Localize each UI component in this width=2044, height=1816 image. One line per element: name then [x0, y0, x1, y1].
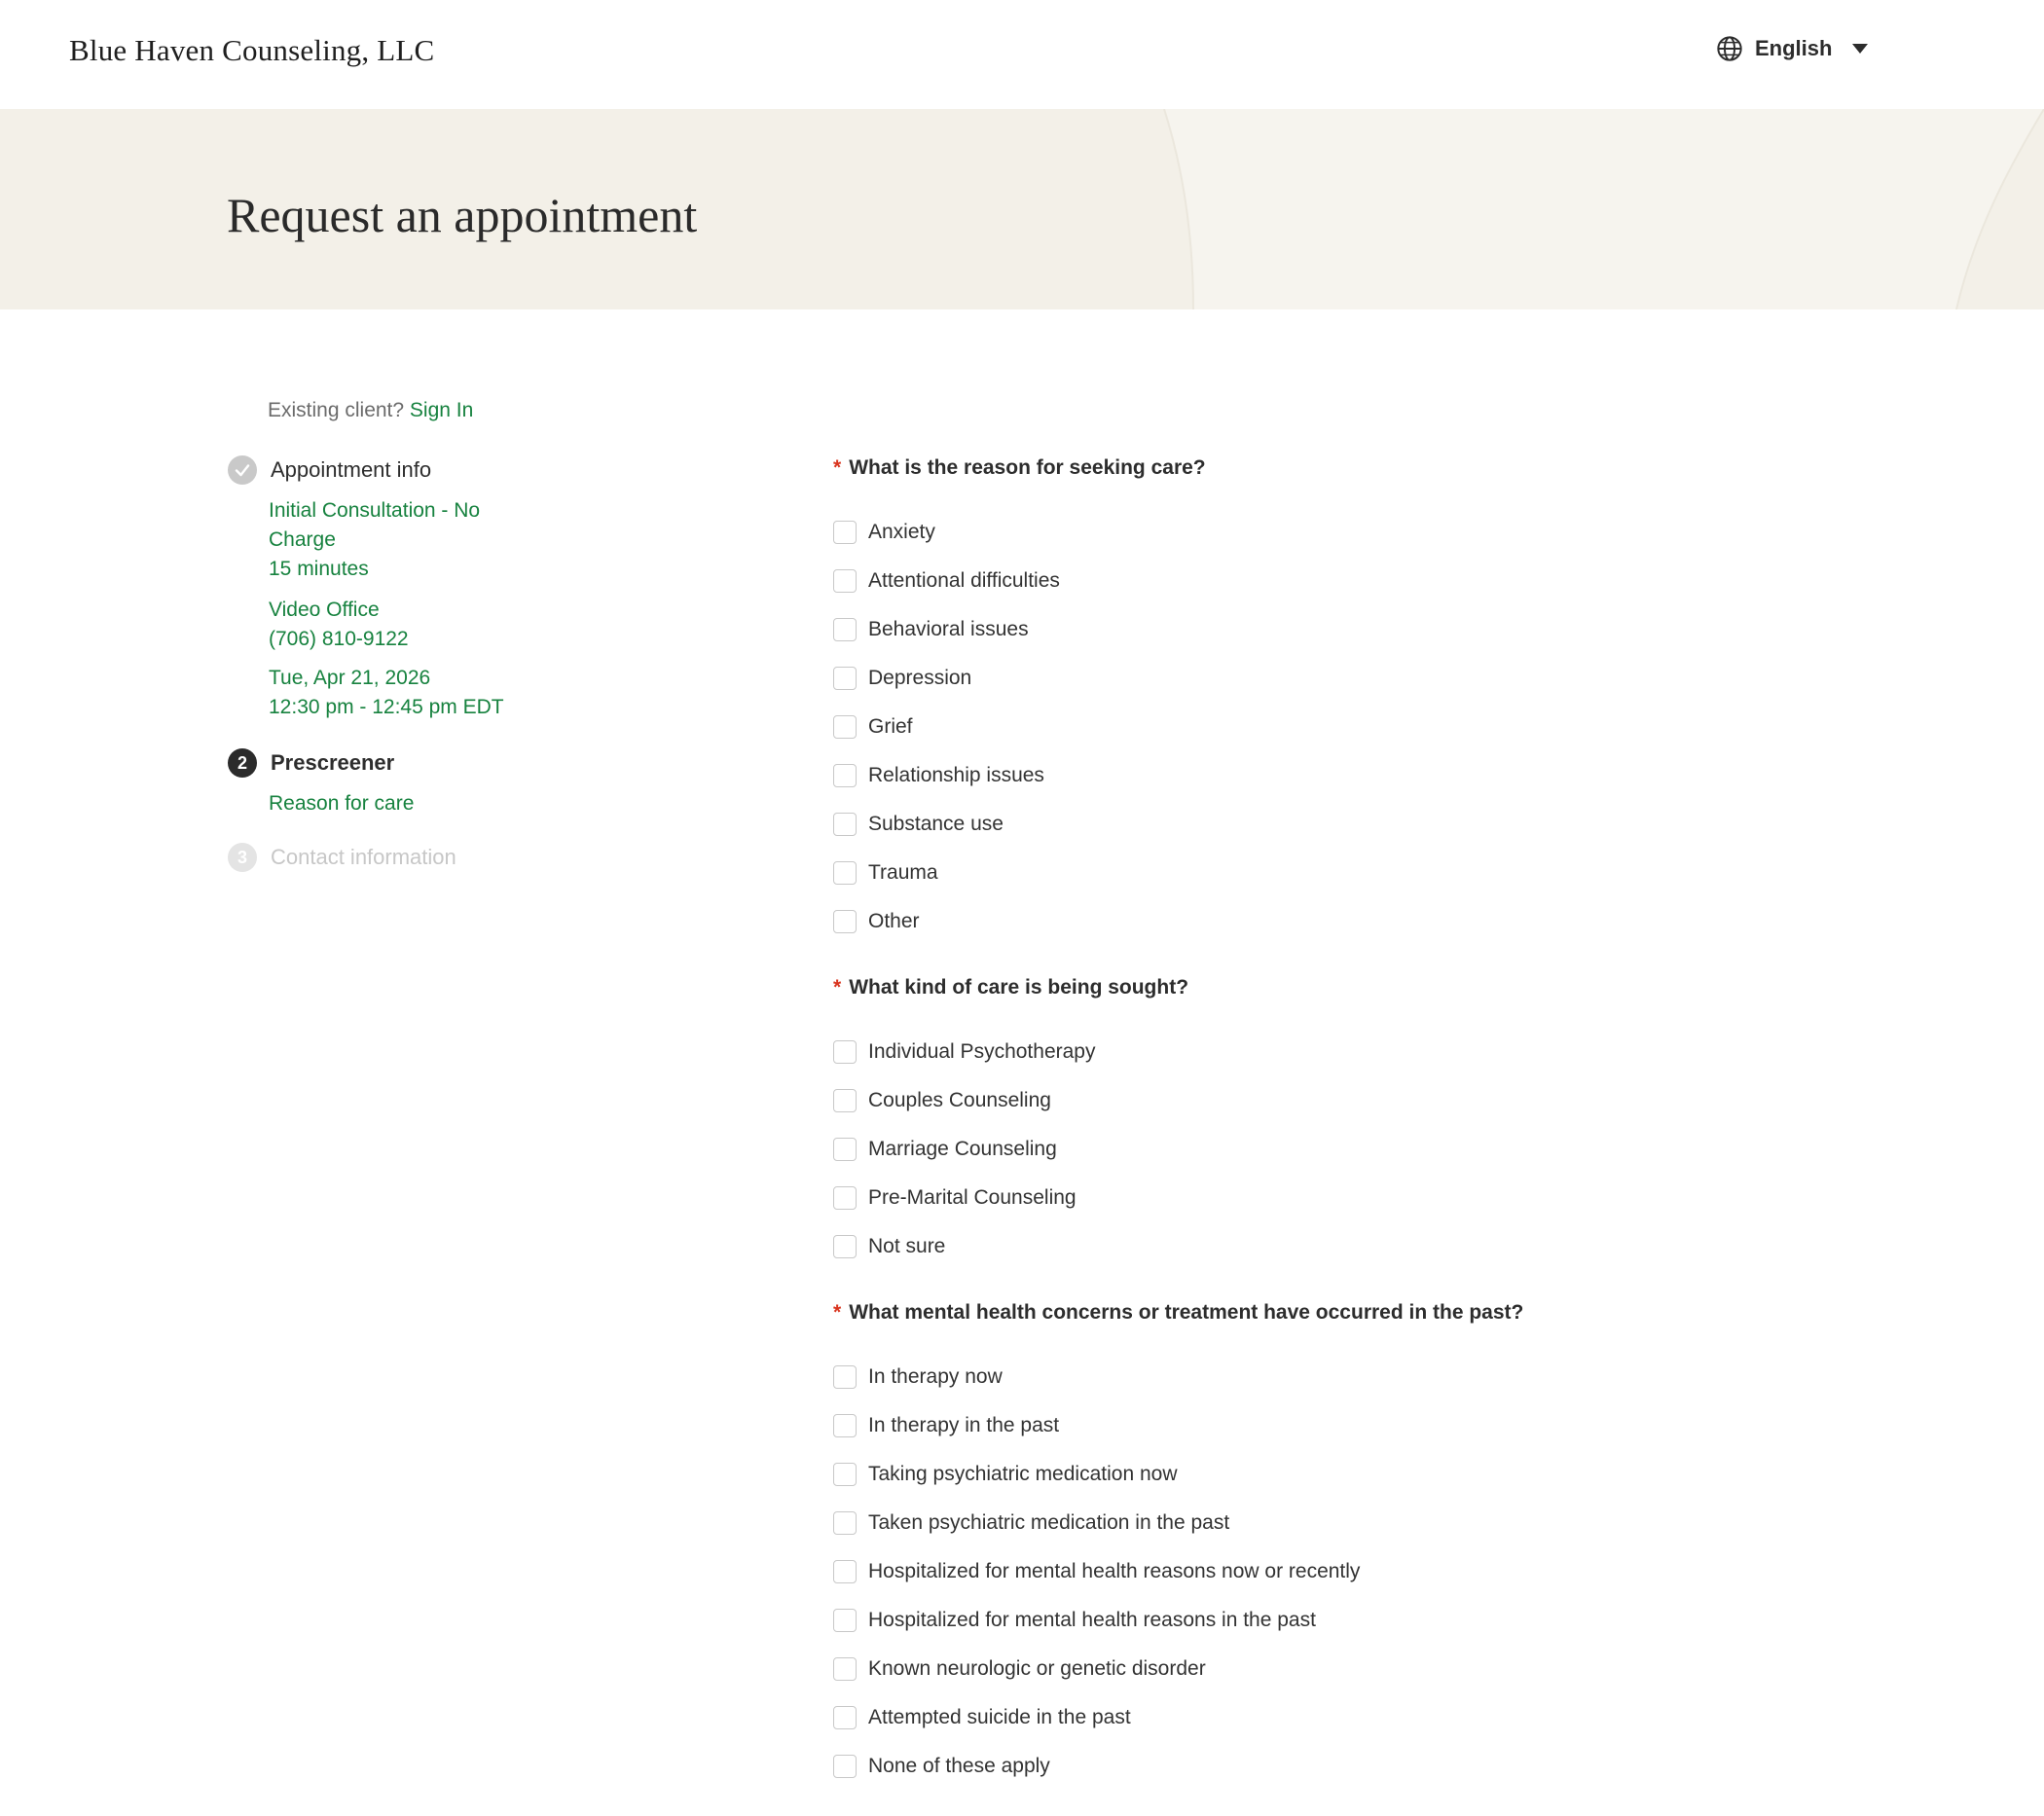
question-past-concerns [833, 1301, 1523, 1325]
option-label: Depression [868, 667, 972, 689]
option-label: Taking psychiatric medication now [868, 1463, 1178, 1485]
option-label: Marriage Counseling [868, 1138, 1057, 1160]
checkbox[interactable] [833, 1657, 857, 1681]
globe-icon [1716, 35, 1743, 62]
option-checkbox[interactable] [833, 1657, 1206, 1681]
step-number-3: 3 [228, 843, 257, 872]
option-checkbox[interactable] [833, 521, 935, 544]
checkbox[interactable] [833, 910, 857, 933]
option-checkbox[interactable] [833, 1560, 1360, 1583]
option-checkbox[interactable] [833, 1414, 1059, 1437]
brand-name[interactable]: Blue Haven Counseling, LLC [69, 33, 435, 67]
checkbox[interactable] [833, 667, 857, 690]
option-label: Attempted suicide in the past [868, 1706, 1131, 1728]
caret-down-icon [1851, 43, 1869, 54]
option-checkbox[interactable] [833, 1609, 1316, 1632]
option-checkbox[interactable] [833, 667, 971, 690]
option-label: In therapy in the past [868, 1414, 1060, 1436]
option-label: Individual Psychotherapy [868, 1040, 1096, 1063]
option-checkbox[interactable] [833, 1511, 1229, 1535]
option-checkbox[interactable] [833, 813, 1004, 836]
required-marker: * [833, 1301, 842, 1324]
option-checkbox[interactable] [833, 764, 1044, 787]
checkbox[interactable] [833, 715, 857, 739]
option-label: None of these apply [868, 1755, 1050, 1777]
appointment-location [269, 596, 409, 654]
appointment-datetime [269, 664, 504, 722]
option-label: Pre-Marital Counseling [868, 1186, 1077, 1209]
option-label: Hospitalized for mental health reasons now or recently [868, 1560, 1361, 1582]
option-checkbox[interactable] [833, 618, 1029, 641]
checkbox[interactable] [833, 1414, 857, 1437]
checkbox[interactable] [833, 1511, 857, 1535]
step-label: Contact information [271, 845, 456, 869]
location-name: Video Office [269, 599, 380, 621]
option-label: Couples Counseling [868, 1089, 1051, 1111]
option-label: Taken psychiatric medication in the past [868, 1511, 1230, 1534]
checkbox[interactable] [833, 1755, 857, 1778]
checkbox[interactable] [833, 1186, 857, 1210]
checkbox[interactable] [833, 764, 857, 787]
option-checkbox[interactable] [833, 1040, 1095, 1064]
checkbox[interactable] [833, 569, 857, 593]
required-marker: * [833, 976, 842, 999]
page-title: Request an appointment [227, 188, 698, 242]
question-label: What mental health concerns or treatment have occurred in the past? [849, 1301, 1524, 1324]
option-checkbox[interactable] [833, 1186, 1077, 1210]
option-checkbox[interactable] [833, 1235, 945, 1258]
appointment-type [269, 496, 480, 584]
top-bar [0, 0, 2044, 109]
checkbox[interactable] [833, 1706, 857, 1729]
option-checkbox[interactable] [833, 1755, 1050, 1778]
checkbox[interactable] [833, 521, 857, 544]
option-checkbox[interactable] [833, 1089, 1051, 1112]
appointment-duration: 15 minutes [269, 558, 369, 580]
option-label: Substance use [868, 813, 1004, 835]
step-label: Prescreener [271, 750, 395, 775]
step-appointment-info[interactable] [228, 455, 431, 485]
sign-in-link[interactable]: Sign In [409, 399, 474, 421]
option-label: Not sure [868, 1235, 946, 1257]
appointment-date: Tue, Apr 21, 2026 [269, 667, 431, 689]
existing-client-prompt [268, 399, 473, 422]
step-prescreener[interactable] [228, 748, 394, 778]
question-reason-for-care [833, 456, 1206, 480]
existing-client-text: Existing client? [268, 399, 405, 421]
checkbox[interactable] [833, 1560, 857, 1583]
question-label: What kind of care is being sought? [849, 976, 1189, 999]
option-checkbox[interactable] [833, 1138, 1057, 1161]
language-label: English [1755, 36, 1833, 60]
checkbox[interactable] [833, 1365, 857, 1389]
option-label: Known neurologic or genetic disorder [868, 1657, 1206, 1680]
option-checkbox[interactable] [833, 1706, 1131, 1729]
appointment-time: 12:30 pm - 12:45 pm EDT [269, 696, 504, 718]
language-selector[interactable] [1716, 35, 1869, 62]
option-label: Trauma [868, 861, 938, 884]
option-checkbox[interactable] [833, 569, 1060, 593]
checkbox[interactable] [833, 861, 857, 885]
option-checkbox[interactable] [833, 1463, 1177, 1486]
checkbox[interactable] [833, 1235, 857, 1258]
checkbox[interactable] [833, 1463, 857, 1486]
option-label: Grief [868, 715, 913, 738]
hero-banner [0, 109, 2044, 309]
question-label: What is the reason for seeking care? [849, 456, 1206, 479]
step-contact-information [228, 843, 456, 872]
appointment-type-line2: Charge [269, 528, 336, 551]
option-label: Anxiety [868, 521, 935, 543]
option-checkbox[interactable] [833, 715, 913, 739]
option-label: Other [868, 910, 920, 932]
location-phone: (706) 810-9122 [269, 628, 409, 650]
checkbox[interactable] [833, 813, 857, 836]
checkbox[interactable] [833, 1609, 857, 1632]
check-icon [228, 455, 257, 485]
step-number-2: 2 [228, 748, 257, 778]
checkbox[interactable] [833, 1089, 857, 1112]
option-checkbox[interactable] [833, 910, 920, 933]
appointment-type-line1: Initial Consultation - No [269, 499, 481, 522]
required-marker: * [833, 456, 842, 479]
option-label: Hospitalized for mental health reasons in the past [868, 1609, 1316, 1631]
option-label: Behavioral issues [868, 618, 1029, 640]
option-label: In therapy now [868, 1365, 1003, 1388]
checkbox[interactable] [833, 1040, 857, 1064]
option-label: Relationship issues [868, 764, 1044, 786]
option-checkbox[interactable] [833, 861, 938, 885]
checkbox[interactable] [833, 618, 857, 641]
checkbox[interactable] [833, 1138, 857, 1161]
question-kind-of-care [833, 976, 1188, 999]
option-checkbox[interactable] [833, 1365, 1003, 1389]
step-label: Appointment info [271, 457, 432, 482]
option-label: Attentional difficulties [868, 569, 1060, 592]
prescreener-substep[interactable]: Reason for care [269, 792, 415, 815]
